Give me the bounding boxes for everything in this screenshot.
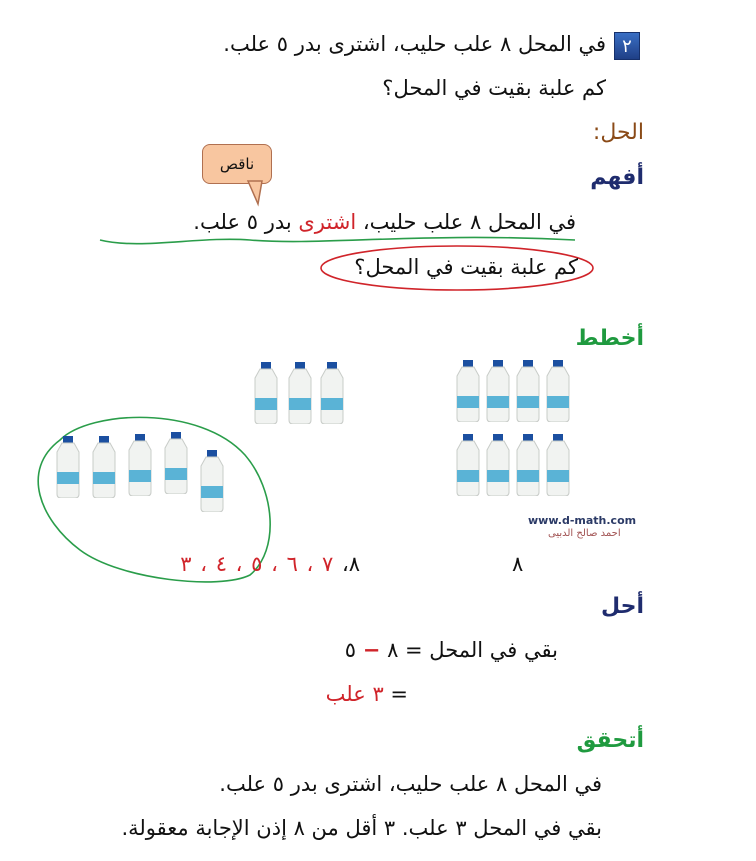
milk-bottle-icon — [88, 436, 120, 498]
check-line-2: بقي في المحل ٣ علب. ٣ أقل من ٨ إذن الإجابة معقولة. — [121, 816, 602, 840]
milk-bottle-icon — [542, 360, 574, 422]
solve-result — [326, 682, 408, 706]
milk-bottle-icon — [482, 434, 514, 496]
milk-bottle-icon — [52, 436, 84, 498]
understand-keyword: اشترى — [298, 210, 357, 234]
minus-sign: − — [362, 638, 381, 662]
milk-bottle-icon — [452, 360, 484, 422]
callout-tail — [248, 181, 262, 204]
check-line-1: في المحل ٨ علب حليب، اشترى بدر ٥ علب. — [219, 772, 602, 796]
milk-bottle-icon — [512, 360, 544, 422]
plan-heading: أخطط — [575, 326, 644, 351]
watermark-url: www.d-math.com — [528, 514, 637, 527]
watermark-name: احمد صالح الدبيى — [548, 528, 621, 539]
countdown-row — [180, 552, 360, 576]
milk-bottle-icon — [452, 434, 484, 496]
minus-callout: ناقص — [202, 144, 272, 184]
problem-number-badge: ٢ — [614, 32, 640, 60]
result-equals: = — [383, 682, 408, 706]
solve-equation — [345, 638, 558, 662]
milk-bottle-icon — [196, 450, 228, 512]
problem-line-2: كم علبة بقيت في المحل؟ — [382, 76, 606, 100]
result-value: ٣ علب — [325, 682, 384, 706]
milk-bottle-icon — [160, 432, 192, 494]
right-group-count: ٨ — [512, 552, 524, 576]
milk-bottle-icon — [512, 434, 544, 496]
countdown-start: ٨ — [348, 552, 360, 576]
green-underline — [100, 237, 575, 243]
solve-eq-left: بقي في المحل = ٨ — [380, 638, 558, 662]
milk-bottle-icon — [124, 434, 156, 496]
milk-bottle-icon — [284, 362, 316, 424]
milk-bottle-icon — [250, 362, 282, 424]
understand-part-c: بدر ٥ علب. — [193, 210, 299, 234]
check-heading: أتحقق — [576, 728, 644, 753]
problem-line-1: في المحل ٨ علب حليب، اشترى بدر ٥ علب. — [223, 32, 606, 56]
countdown-separator: ، — [333, 552, 349, 576]
understand-heading: أفهم — [590, 165, 644, 190]
understand-sentence — [193, 210, 576, 234]
understand-part-a: في المحل ٨ علب حليب، — [356, 210, 576, 234]
solve-heading: أحل — [600, 594, 644, 619]
countdown-numbers: ٧ ، ٦ ، ٥ ، ٤ ، ٣ — [180, 552, 334, 576]
milk-bottle-icon — [542, 434, 574, 496]
solution-label: الحل: — [592, 120, 644, 145]
understand-question: كم علبة بقيت في المحل؟ — [354, 255, 578, 279]
milk-bottle-icon — [482, 360, 514, 422]
solve-eq-right: ٥ — [344, 638, 363, 662]
milk-bottle-icon — [316, 362, 348, 424]
